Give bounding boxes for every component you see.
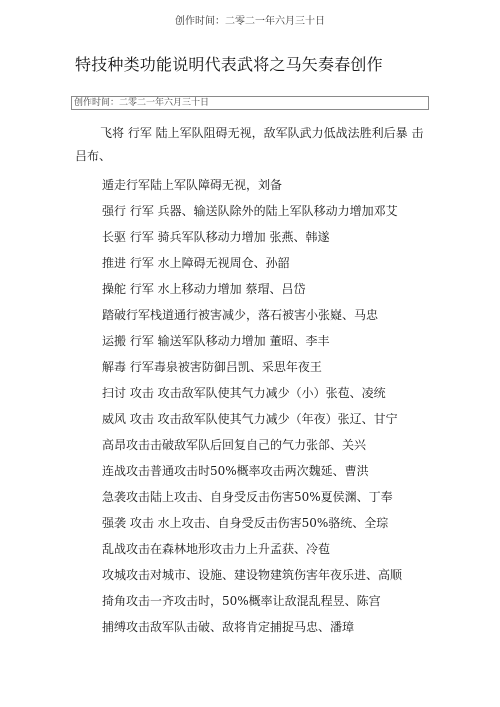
list-item: 推进 行军 水上障碍无视周仓、孙韶 — [102, 256, 290, 270]
list-item: 强袭 攻击 水上攻击、自身受反击伤害50%骆统、全琮 — [102, 516, 389, 530]
list-item: 解毒 行军毒泉被害防御吕凯、采思年夜王 — [102, 360, 322, 374]
page-header-creation-time: 创作时间：二零二一年六月三十日 — [175, 16, 325, 27]
list-item: 威风 攻击 攻击敌军队使其气力减少（年夜）张辽、甘宁 — [102, 412, 398, 426]
document-title: 特技种类功能说明代表武将之马矢奏春创作 — [75, 55, 383, 74]
list-item: 扫讨 攻击 攻击敌军队使其气力减少（小）张苞、凌统 — [102, 386, 386, 400]
list-item: 乱战攻击在森林地形攻击力上升孟获、冷苞 — [102, 542, 331, 556]
paragraph-line-continuation: 吕布、 — [75, 149, 112, 163]
list-item: 踏破行军栈道通行被害减少，落石被害小张嶷、马忠 — [102, 308, 379, 322]
list-item: 急袭攻击陆上攻击、自身受反击伤害50%夏侯渊、丁奉 — [102, 490, 393, 504]
list-item: 攻城攻击对城市、设施、建设物建筑伤害年夜乐进、高顺 — [102, 568, 403, 582]
list-item: 捕缚攻击敌军队击破、敌将肯定捕捉马忠、潘璋 — [102, 620, 355, 634]
list-item: 运搬 行军 输送军队移动力增加 董昭、李丰 — [102, 334, 330, 348]
list-item: 掎角攻击一齐攻击时，50%概率让敌混乱程昱、陈宫 — [102, 594, 381, 608]
list-item: 高昂攻击击破敌军队后回复自己的气力张郃、关兴 — [102, 438, 367, 452]
list-item: 操舵 行军 水上移动力增加 蔡瑁、吕岱 — [102, 282, 306, 296]
list-item: 连战攻击普通攻击时50%概率攻击两次魏延、曹洪 — [102, 464, 369, 478]
list-item: 遁走行军陆上军队障碍无视，刘备 — [102, 178, 283, 192]
paragraph-line: 飞将 行军 陆上军队阻碍无视，敌军队武力低战法胜利后暴 击 — [100, 126, 424, 140]
paragraph-feijiang — [75, 122, 430, 168]
timestamp-box: 创作时间：二零二一年六月三十日 — [71, 96, 429, 110]
list-item: 强行 行军 兵器、输送队除外的陆上军队移动力增加邓艾 — [102, 204, 398, 218]
list-item: 长驱 行军 骑兵军队移动力增加 张燕、韩遂 — [102, 230, 330, 244]
